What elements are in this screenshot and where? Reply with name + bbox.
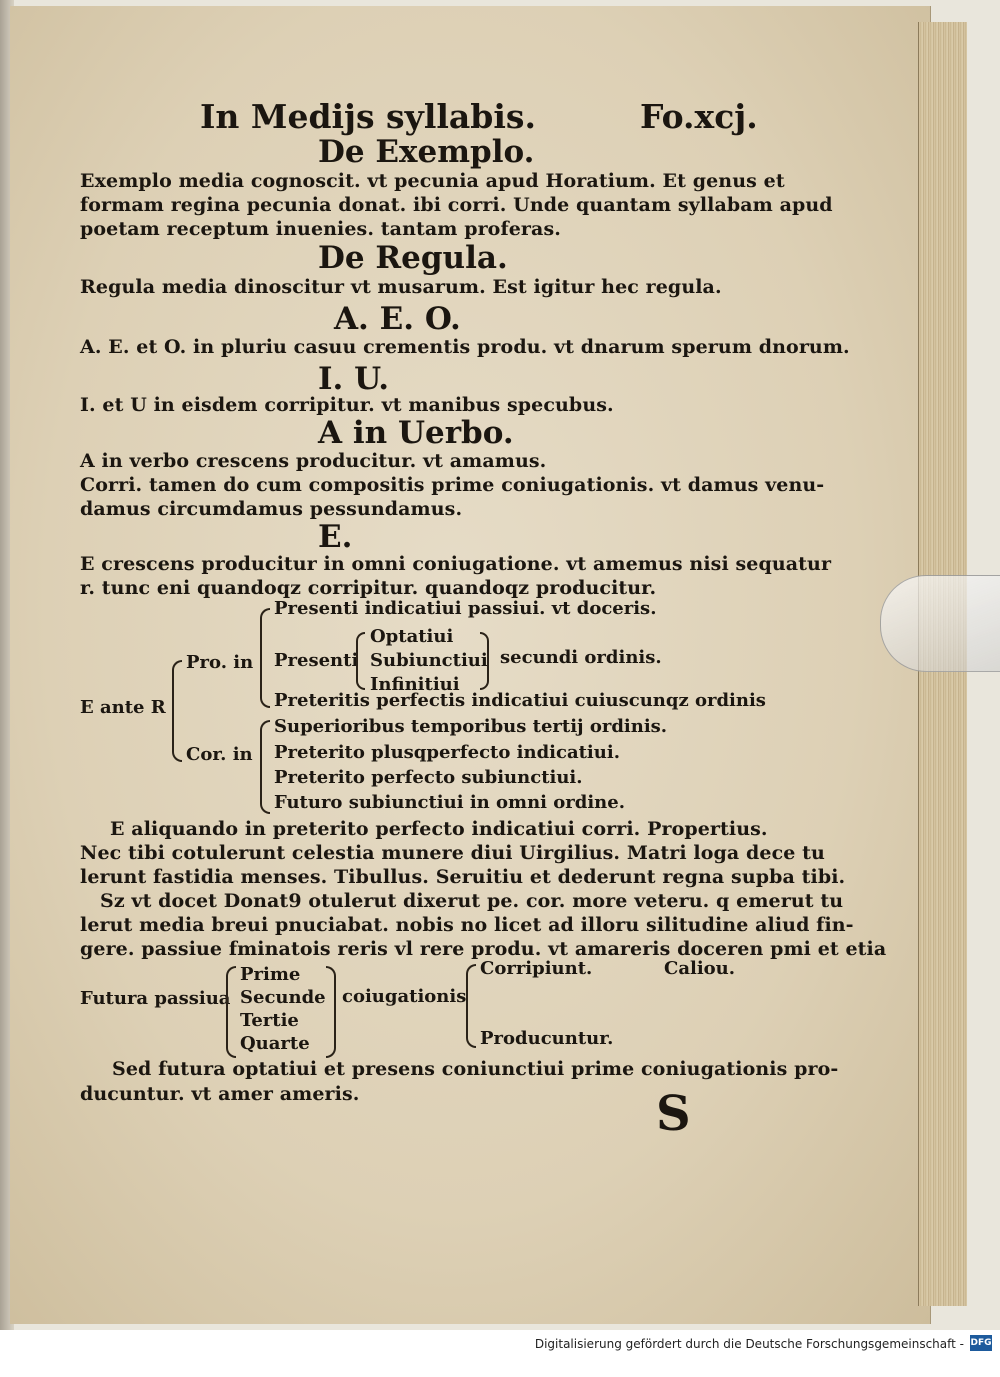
para2-line-2: Nec tibi cotulerunt celestia munere diui Uirgilius. Matri loga dece tu	[80, 842, 825, 864]
diagram1-cor-brace	[260, 720, 270, 814]
diagram1-cor-item-2: Preterito plusqperfecto indicatiui.	[274, 742, 620, 763]
diagram2-middle: coiugationis	[342, 986, 467, 1007]
diagram1-cor-item-3: Preterito perfecto subiunctiui.	[274, 767, 583, 788]
averbo-line-2: Corri. tamen do cum compositis prime coniugationis. vt damus venu-	[80, 474, 825, 496]
running-title: In Medijs syllabis.	[200, 97, 536, 136]
diagram1-pro-brace	[260, 608, 270, 708]
diagram1-pro-label: Pro. in	[186, 652, 254, 673]
averbo-line-1: A in verbo crescens producitur. vt amamus.	[80, 450, 547, 472]
diagram1-moods-brace	[356, 632, 365, 690]
averbo-line-3: damus circumdamus pessundamus.	[80, 498, 463, 520]
diagram2-root-brace	[226, 966, 236, 1058]
heading-de-exemplo: De Exemplo.	[318, 134, 535, 170]
diagram2-root: Futura passiua	[80, 988, 231, 1009]
exemplo-line-2: formam regina pecunia donat. ibi corri. Unde quantam syllabam apud	[80, 194, 833, 216]
folio-number: Fo.xcj.	[640, 97, 758, 136]
diagram1-mood-3: Infinitiui	[370, 674, 460, 695]
diagram1-moods-note: secundi ordinis.	[500, 647, 662, 668]
heading-iu: I. U.	[318, 361, 390, 397]
diagram2-outcome-2: Producuntur.	[480, 1028, 614, 1049]
e-line-1: E crescens producitur in omni coniugatione. vt amemus nisi sequatur	[80, 553, 832, 575]
diagram1-moods-close-brace	[480, 632, 489, 690]
diagram1-cor-label: Cor. in	[186, 744, 253, 765]
diagram2-aside: Caliou.	[664, 958, 736, 979]
exemplo-line-3: poetam receptum inuenies. tantam proferas.	[80, 218, 561, 240]
heading-aeo: A. E. O.	[334, 301, 461, 337]
diagram2-item-4: Quarte	[240, 1033, 310, 1054]
signature-mark: S	[656, 1086, 691, 1142]
diagram2-outcome-1: Corripiunt.	[480, 958, 593, 979]
diagram2-outcome-brace	[466, 964, 476, 1048]
diagram1-mood-1: Optatiui	[370, 626, 454, 647]
diagram1-mood-2: Subiunctiui	[370, 650, 488, 671]
diagram1-pro-item-2: Presenti	[274, 650, 359, 671]
e-line-2: r. tunc eni quandoqz corripitur. quandoqz producitur.	[80, 577, 657, 599]
iu-line: I. et U in eisdem corripitur. vt manibus specubus.	[80, 394, 614, 416]
para2-line-4: Sz vt docet Donat9 otulerut dixerut pe. cor. more veteru. q emerut tu	[100, 890, 844, 912]
regula-line: Regula media dinoscitur vt musarum. Est igitur hec regula.	[80, 276, 722, 298]
diagram2-items-close-brace	[326, 966, 336, 1058]
diagram1-root: E ante R	[80, 697, 166, 718]
diagram1-pro-item-1: Presenti indicatiui passiui. vt doceris.	[274, 598, 657, 619]
heading-de-regula: De Regula.	[318, 240, 508, 276]
diagram1-cor-item-1: Superioribus temporibus tertij ordinis.	[274, 716, 668, 737]
paper-clip-weight	[880, 575, 1000, 672]
heading-a-in-uerbo: A in Uerbo.	[318, 415, 514, 451]
diagram2-item-3: Tertie	[240, 1010, 299, 1031]
heading-e: E.	[318, 519, 353, 555]
diagram2-item-2: Secunde	[240, 987, 326, 1008]
dfg-logo: DFG	[970, 1335, 992, 1351]
diagram1-cor-item-4: Futuro subiunctiui in omni ordine.	[274, 792, 625, 813]
diagram1-pro-item-3: Preteritis perfectis indicatiui cuiuscunqz ordinis	[274, 690, 766, 711]
diagram1-root-brace	[172, 660, 182, 762]
aeo-line: A. E. et O. in pluriu casuu crementis produ. vt dnarum sperum dnorum.	[80, 336, 850, 358]
exemplo-line-1: Exemplo media cognoscit. vt pecunia apud Horatium. Et genus et	[80, 170, 785, 192]
para2-line-1: E aliquando in preterito perfecto indicatiui corri. Propertius.	[110, 818, 768, 840]
para2-line-5: lerut media breui pnuciabat. nobis no licet ad illoru silitudine aliud fin-	[80, 914, 854, 936]
closing-line-2: ducuntur. vt amer ameris.	[80, 1083, 360, 1105]
para2-line-6: gere. passiue fminatois reris vl rere produ. vt amareris doceren pmi et etia	[80, 938, 887, 960]
closing-line-1: Sed futura optatiui et presens coniunctiui prime coniugationis pro-	[112, 1058, 839, 1080]
footer-credit: Digitalisierung gefördert durch die Deutsche Forschungsgemeinschaft -	[534, 1337, 964, 1351]
para2-line-3: lerunt fastidia menses. Tibullus. Seruitiu et dederunt regna supba tibi.	[80, 866, 846, 888]
diagram2-item-1: Prime	[240, 964, 301, 985]
